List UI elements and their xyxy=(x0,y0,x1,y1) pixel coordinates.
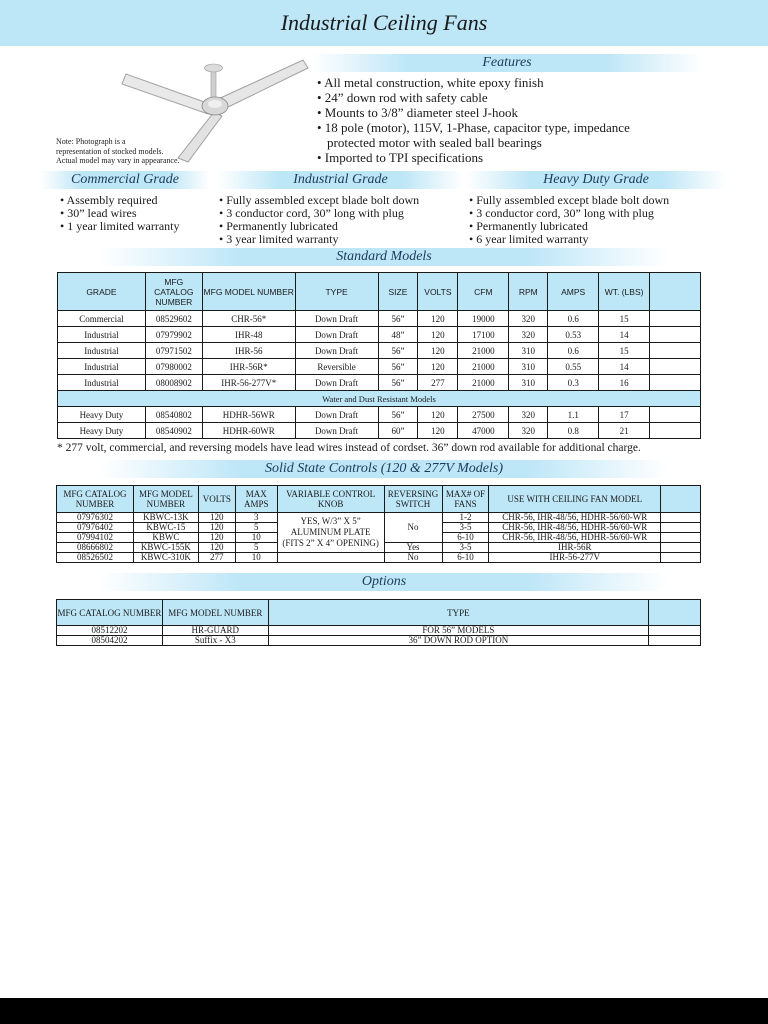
table-cell: 07976402 xyxy=(57,523,134,533)
table-cell: 56” xyxy=(378,343,418,359)
table-cell: MFG MODEL NUMBER xyxy=(133,486,198,513)
table-cell: IHR-56 xyxy=(202,343,295,359)
photo-note: Note: Photograph is a representation of stocked models. Actual model may vary in appearance. xyxy=(56,137,180,165)
table-cell: 07994102 xyxy=(57,533,134,543)
table-cell: 320 xyxy=(509,311,548,327)
table-cell xyxy=(661,486,701,513)
table-cell: Heavy Duty xyxy=(58,423,146,439)
table-cell: KBWC xyxy=(133,533,198,543)
table-cell: 277 xyxy=(418,375,458,391)
heavy-duty-grade-list: • Fully assembled except blade bolt down • 3 conductor cord, 30” long with plug • Permanently lubricated • 6 year limited warranty xyxy=(469,193,670,246)
table-cell: 120 xyxy=(198,543,235,553)
table-cell: 120 xyxy=(418,311,458,327)
table-cell: 21000 xyxy=(458,343,509,359)
table-cell: 17 xyxy=(599,407,650,423)
table-cell: 120 xyxy=(418,359,458,375)
variable-control-knob-cell: YES, W/3” X 5” ALUMINUM PLATE (FITS 2” X 4” OPENING) xyxy=(277,513,384,553)
table-cell: 5 xyxy=(235,543,277,553)
table-cell: KBWC-15 xyxy=(133,523,198,533)
page-title: Industrial Ceiling Fans xyxy=(280,10,488,35)
table-cell: 08540802 xyxy=(145,407,202,423)
table-cell: MFG CATALOG NUMBER xyxy=(145,273,202,311)
table-row xyxy=(57,513,701,523)
solid-state-table xyxy=(56,485,701,563)
table-cell: VOLTS xyxy=(418,273,458,311)
solid-state-heading: Solid State Controls (120 & 277V Models) xyxy=(100,460,668,478)
table-cell: Down Draft xyxy=(295,423,378,439)
table-cell: Industrial xyxy=(58,375,146,391)
solid-state-header-row xyxy=(57,486,701,513)
table-cell: CHR-56, IHR-48/56, HDHR-56/60-WR xyxy=(489,513,661,523)
table-cell xyxy=(650,423,701,439)
table-cell xyxy=(649,626,701,636)
table-cell: 08512202 xyxy=(57,626,163,636)
table-cell: 310 xyxy=(509,343,548,359)
table-cell: IHR-56-277V xyxy=(489,553,661,563)
table-cell: Down Draft xyxy=(295,327,378,343)
table-cell: MFG CATALOG NUMBER xyxy=(57,486,134,513)
options-header-row xyxy=(57,600,701,626)
table-row xyxy=(58,343,701,359)
table-cell xyxy=(650,327,701,343)
table-cell: IHR-56R* xyxy=(202,359,295,375)
table-cell: 120 xyxy=(198,533,235,543)
options-heading: Options xyxy=(100,573,668,591)
table-cell: 07979902 xyxy=(145,327,202,343)
table-cell xyxy=(661,513,701,523)
table-row xyxy=(57,636,701,646)
table-cell: 1-2 xyxy=(442,513,489,523)
table-cell xyxy=(661,523,701,533)
table-cell: CFM xyxy=(458,273,509,311)
table-cell: Heavy Duty xyxy=(58,407,146,423)
table-cell: Down Draft xyxy=(295,311,378,327)
table-cell: Down Draft xyxy=(295,407,378,423)
table-cell: 0.3 xyxy=(548,375,599,391)
table-cell: 56” xyxy=(378,359,418,375)
table-cell xyxy=(649,636,701,646)
table-cell xyxy=(650,273,701,311)
table-cell: 0.6 xyxy=(548,311,599,327)
table-cell: Suffix - X3 xyxy=(162,636,268,646)
table-cell: 14 xyxy=(599,327,650,343)
table-cell: MFG MODEL NUMBER xyxy=(202,273,295,311)
standard-models-header-row xyxy=(58,273,701,311)
table-cell: 277 xyxy=(198,553,235,563)
table-cell: 56” xyxy=(378,311,418,327)
table-cell: MAX AMPS xyxy=(235,486,277,513)
table-cell: 0.53 xyxy=(548,327,599,343)
table-cell: AMPS xyxy=(548,273,599,311)
table-cell: 48” xyxy=(378,327,418,343)
table-cell: Commercial xyxy=(58,311,146,327)
table-cell: Yes xyxy=(384,543,442,553)
table-cell: 15 xyxy=(599,311,650,327)
table-row xyxy=(58,407,701,423)
table-cell: 0.6 xyxy=(548,343,599,359)
table-cell: CHR-56, IHR-48/56, HDHR-56/60-WR xyxy=(489,523,661,533)
table-cell: 1.1 xyxy=(548,407,599,423)
table-cell: 6-10 xyxy=(442,533,489,543)
table-cell: 17100 xyxy=(458,327,509,343)
table-cell: 08666802 xyxy=(57,543,134,553)
table-cell xyxy=(661,533,701,543)
heavy-duty-grade-heading: Heavy Duty Grade xyxy=(466,171,726,189)
table-cell: No xyxy=(384,553,442,563)
standard-models-footnote: * 277 volt, commercial, and reversing models have lead wires instead of cordset. 36” down rod available for additional charge. xyxy=(57,442,641,454)
table-cell: Down Draft xyxy=(295,375,378,391)
table-cell: 56” xyxy=(378,375,418,391)
table-row xyxy=(58,359,701,375)
footer-bar xyxy=(0,998,768,1024)
table-cell: 3-5 xyxy=(442,523,489,533)
table-cell: 19000 xyxy=(458,311,509,327)
table-cell xyxy=(661,543,701,553)
table-cell xyxy=(650,343,701,359)
table-cell: 6-10 xyxy=(442,553,489,563)
table-cell: 320 xyxy=(509,423,548,439)
standard-models-table xyxy=(57,272,701,439)
table-cell: Industrial xyxy=(58,343,146,359)
table-cell: 120 xyxy=(198,523,235,533)
table-cell: Industrial xyxy=(58,327,146,343)
table-cell xyxy=(650,407,701,423)
table-cell: IHR-56R xyxy=(489,543,661,553)
table-cell: 120 xyxy=(418,327,458,343)
table-cell: 10 xyxy=(235,533,277,543)
table-cell: 08526502 xyxy=(57,553,134,563)
table-cell: 3-5 xyxy=(442,543,489,553)
table-cell: VARIABLE CONTROL KNOB xyxy=(277,486,384,513)
features-band: Features xyxy=(312,54,702,72)
table-cell: 310 xyxy=(509,375,548,391)
table-cell: 07980002 xyxy=(145,359,202,375)
table-row xyxy=(58,311,701,327)
table-cell: 120 xyxy=(418,423,458,439)
table-cell: 14 xyxy=(599,359,650,375)
table-cell: 21000 xyxy=(458,375,509,391)
table-cell: MFG MODEL NUMBER xyxy=(162,600,268,626)
options-table xyxy=(56,599,701,646)
table-cell: IHR-56-277V* xyxy=(202,375,295,391)
table-cell: SIZE xyxy=(378,273,418,311)
table-cell: 310 xyxy=(509,359,548,375)
table-cell: 08504202 xyxy=(57,636,163,646)
table-cell: 27500 xyxy=(458,407,509,423)
table-cell: KBWC-13K xyxy=(133,513,198,523)
table-cell xyxy=(650,375,701,391)
table-cell: 21 xyxy=(599,423,650,439)
table-cell: 120 xyxy=(198,513,235,523)
table-cell: FOR 56” MODELS xyxy=(268,626,648,636)
table-cell: 3 xyxy=(235,513,277,523)
table-cell: MFG CATALOG NUMBER xyxy=(57,600,163,626)
table-cell: 320 xyxy=(509,327,548,343)
table-cell: VOLTS xyxy=(198,486,235,513)
commercial-grade-list: • Assembly required • 30” lead wires • 1 year limited warranty xyxy=(60,193,180,233)
table-cell: GRADE xyxy=(58,273,146,311)
table-cell: 47000 xyxy=(458,423,509,439)
table-cell: MAX# OF FANS xyxy=(442,486,489,513)
table-cell: KBWC-310K xyxy=(133,553,198,563)
water-dust-subheading-row xyxy=(58,391,701,407)
features-list: • All metal construction, white epoxy finish • 24” down rod with safety cable • Mounts to 3/8” diameter steel J-hook • 18 pole (motor), 115V, 1-Phase, capacitor type, impedance protected motor with sealed ball bearings • Imported to TPI specifications xyxy=(317,75,630,165)
table-cell: KBWC-155K xyxy=(133,543,198,553)
table-cell: 56” xyxy=(378,407,418,423)
table-cell: 07971502 xyxy=(145,343,202,359)
table-cell xyxy=(661,553,701,563)
table-cell: 08008902 xyxy=(145,375,202,391)
table-cell: REVERSING SWITCH xyxy=(384,486,442,513)
table-cell: HDHR-60WR xyxy=(202,423,295,439)
table-cell xyxy=(277,553,384,563)
table-cell: 16 xyxy=(599,375,650,391)
table-cell: Reversible xyxy=(295,359,378,375)
table-cell: CHR-56, IHR-48/56, HDHR-56/60-WR xyxy=(489,533,661,543)
table-cell: 08529602 xyxy=(145,311,202,327)
table-row xyxy=(57,553,701,563)
table-cell xyxy=(649,600,701,626)
table-cell: 10 xyxy=(235,553,277,563)
table-cell: 36” DOWN ROD OPTION xyxy=(268,636,648,646)
table-cell xyxy=(650,311,701,327)
table-cell: 0.8 xyxy=(548,423,599,439)
industrial-grade-list: • Fully assembled except blade bolt down • 3 conductor cord, 30” long with plug • Permanently lubricated • 3 year limited warranty xyxy=(219,193,420,246)
table-cell: 320 xyxy=(509,407,548,423)
table-cell: RPM xyxy=(509,273,548,311)
table-row xyxy=(58,327,701,343)
table-cell: 0.55 xyxy=(548,359,599,375)
commercial-grade-heading: Commercial Grade xyxy=(40,171,210,189)
table-cell: 60” xyxy=(378,423,418,439)
table-cell: IHR-48 xyxy=(202,327,295,343)
table-cell: 07976302 xyxy=(57,513,134,523)
table-cell: 21000 xyxy=(458,359,509,375)
table-cell: CHR-56* xyxy=(202,311,295,327)
table-cell: Down Draft xyxy=(295,343,378,359)
table-cell: 120 xyxy=(418,343,458,359)
table-cell xyxy=(650,359,701,375)
table-cell: TYPE xyxy=(268,600,648,626)
industrial-grade-heading: Industrial Grade xyxy=(218,171,463,189)
table-cell: HDHR-56WR xyxy=(202,407,295,423)
table-cell: 08540902 xyxy=(145,423,202,439)
table-cell: Industrial xyxy=(58,359,146,375)
table-cell: 120 xyxy=(418,407,458,423)
table-cell: 15 xyxy=(599,343,650,359)
table-cell: TYPE xyxy=(295,273,378,311)
table-cell: HR-GUARD xyxy=(162,626,268,636)
table-cell: USE WITH CEILING FAN MODEL xyxy=(489,486,661,513)
table-cell: WT. (LBS) xyxy=(599,273,650,311)
standard-models-heading: Standard Models xyxy=(100,248,668,266)
reversing-switch-cell: No xyxy=(384,513,442,543)
table-cell: Water and Dust Resistant Models xyxy=(58,391,701,407)
table-row xyxy=(58,375,701,391)
table-row xyxy=(57,626,701,636)
table-row xyxy=(58,423,701,439)
table-cell: 5 xyxy=(235,523,277,533)
